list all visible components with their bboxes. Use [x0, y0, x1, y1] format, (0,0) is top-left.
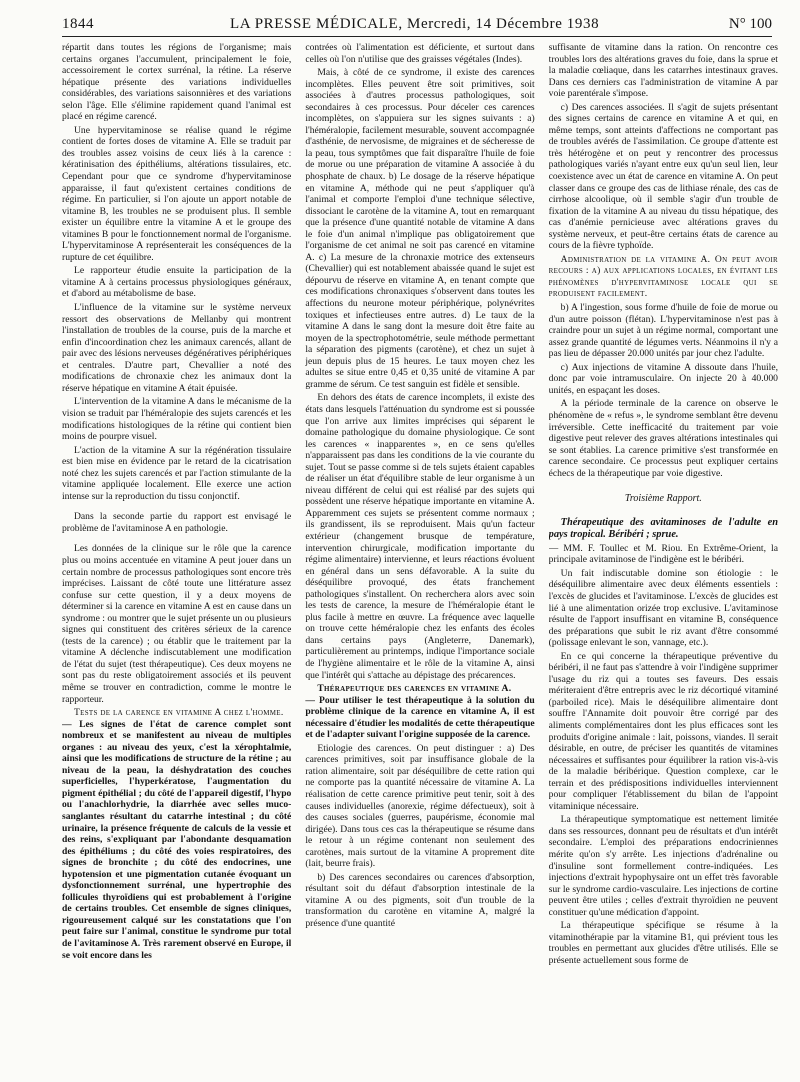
column-2 [305, 42, 534, 1072]
paragraph: Une hypervitaminose se réalise quand le régime contient de fortes doses de vitamine A. Elle se traduit par des troubles assez voisins de ceux liés à la carence : kératinisation des épithéliums, altérations tissulaires, etc. Cependant pour que ce syndrome d'hypervitaminose apparaisse, il faut qu'existent certaines conditions de régime. En particulier, si l'on ajoute un apport notable de vitamine B, les troubles ne se produisent plus. Il semble exister un équilibre entre la vitamine A et le groupe des vitamines B pour le fonctionnement normal de l'organisme. L'hypervitaminose A représenterait les conséquences de la rupture de cet équilibre. [62, 124, 292, 263]
column-3 [549, 42, 778, 1072]
paragraph: Dans la seconde partie du rapport est envisagé le problème de l'avitaminose A en pathologie. [62, 511, 292, 534]
paragraph: La thérapeutique symptomatique est nettement limitée dans ses ressources, donnant peu de résultats et d'un intérêt secondaire. L'emploi des préparations endocriniennes mérite qu'on s'y arrête. Les injections d'adrénaline ou d'insuline sont formellement contre-indiquées. Les injections d'extrait hypophysaire ont un effet très favorable sur le syndrome cardio-vasculaire. Les injections de cortine peuvent être utiles ; celles d'extrait thyroïdien ne peuvent constituer qu'une médication d'appoint. [548, 814, 778, 918]
paragraph: — Les signes de l'état de carence complet sont nombreux et se manifestent au niveau de multiples organes : au niveau des yeux, c'est la xérophtalmie, ainsi que les modifications de structure de la rétine ; au niveau de la peau, la déshydratation des couches superficielles, l'hyperkératose, l'augmentation du pigment épithélial ; du côté de l'appareil digestif, l'hypo ou l'anachlorhydrie, la diarrhée avec selles muco-sanglantes résultant du catarrhe intestinal ; du côté urinaire, la présence fréquente de calculs de la vessie et des reins, s'expliquant par l'abondante desquamation des épithéliums ; du côté des voies respiratoires, des signes de bronchite ; du côté des endocrines, une hypotension et une pigmentation cutanée évoquant un dysfonctionnement surrénal, une hypertrophie des follicules thyroïdiens qui est probablement à l'origine de certains troubles. Cet ensemble de signes cliniques, rigoureusement calqué sur les constatations que l'on peut faire sur l'animal, constitue le syndrome pur total de l'avitaminose A. Très rarement observé en Europe, il se voit encore dans les [62, 718, 292, 961]
header-journal-date: LA PRESSE MÉDICALE, Mercredi, 14 Décembre 1938 [230, 16, 600, 32]
header-year: 1844 [62, 16, 94, 32]
report-subtitle: Thérapeutique des avitaminoses de l'adulte en pays tropical. Béribéri ; sprue. [548, 516, 778, 540]
section-heading: Tests de la carence en vitamine A chez l'homme. [74, 707, 284, 719]
paragraph: suffisante de vitamine dans la ration. On rencontre ces troubles lors des altérations graves du foie, dans la sprue et la maladie cœliaque, dans les catarrhes intestinaux graves. Dans ces derniers cas l'administration de vitamine A par voie parentérale s'impose. [548, 42, 778, 100]
paragraph: b) A l'ingestion, sous forme d'huile de foie de morue ou d'un autre poisson (flétan). L'hypervitaminose n'est pas à craindre pour un sujet à un régime normal, comportant une assez grande quantité de légumes verts. Néanmoins il n'y a pas lieu de dépasser 20.000 unités par jour chez l'adulte. [548, 302, 778, 360]
paragraph: c) Des carences associées. Il s'agit de sujets présentant des signes certains de carence en vitamine A et qui, en même temps, sont atteints d'affections ne comportant pas de troubles avérés de l'assimilation. Ce groupe d'attente est très hétérogène et on peut y rencontrer des processus pathologiques variés n'ayant entre eux qu'un seul lien, leur coexistence avec un état de carence en vitamine A. On peut classer dans ce groupe des cas de lithiase rénale, des cas de cirrhose alcoolique, où il semble s'agir d'un trouble de fixation de la vitamine A au niveau du tissu hépatique, des cas d'anémie pernicieuse avec altérations graves du système nerveux, et peut-être certains états de carence au cours de la fièvre typhoïde. [548, 101, 778, 252]
text-columns [62, 42, 778, 1072]
paragraph: — MM. F. Toullec et M. Riou. En Extrême-Orient, la principale avitaminose de l'indigène est le béribéri. [548, 542, 778, 566]
paragraph: A la période terminale de la carence on observe le phénomène de « refus », le syndrome semblant être devenu irréversible. Cette inefficacité du traitement par voie digestive peut relever des graves altérations intestinales qui se sont établies. La carence primitive s'est transformée en carence secondaire. Ce processus peut expliquer certains échecs de la thérapeutique par voie digestive. [548, 398, 778, 479]
paragraph: L'influence de la vitamine sur le système nerveux ressort des observations de Mellanby qui montrent l'installation de troubles de la course, puis de la marche et enfin d'incoordination chez les animaux carencés, allant de pair avec des lésions nerveuses dégénératives périphériques et centrales. D'autre part, Chevallier a noté des modifications de chronaxie chez les animaux dont la réserve hépatique en vitamine A était épuisée. [62, 302, 292, 394]
paragraph: — Pour utiliser le test thérapeutique à la solution du problème clinique de la carence en vitamine A, il est nécessaire d'étudier les modalités de cette thérapeutique et de l'adapter suivant l'origine supposée de la carence. [305, 694, 535, 741]
section-heading: Thérapeutique des carences en vitamine A. [317, 683, 512, 695]
paragraph: L'intervention de la vitamine A dans le mécanisme de la vision se traduit par l'héméralopie des sujets carencés et les modifications histologiques de la rétine qui contient bien moins de pourpre visuel. [62, 396, 292, 443]
paragraph: Un fait indiscutable domine son étiologie : le déséquilibre alimentaire avec deux éléments essentiels : l'excès de glucides et l'avitaminose. L'excès de glucides est lié à une alimentation orizée trop exclusive. L'avitaminose résulte de l'apport insuffisant en vitamine B, conséquence des préparations que subit le riz avant d'être consommé (polissage enlevant le son, vannage, etc.). [548, 567, 778, 649]
paragraph: c) Aux injections de vitamine A dissoute dans l'huile, donc par voie intramusculaire. On injecte 20 à 40.000 unités, en espaçant les doses. [548, 361, 778, 396]
paragraph: L'action de la vitamine A sur la régénération tissulaire est bien mise en évidence par le retard de la cicatrisation noté chez les sujets carencés et par l'action stimulante de la vitamine appliquée localement. Elle exerce une action intense sur la reproduction du tissu conjonctif. [62, 444, 292, 502]
paragraph: Mais, à côté de ce syndrome, il existe des carences incomplètes. Elles peuvent être soit primitives, soit associées à d'autres processus pathologiques, soit secondaires à ces processus. Pour déceler ces carences incomplètes, on s'appuiera sur les signes suivants : a) l'héméralopie, facilement mesurable, souvent accompagnée d'asthénie, de nervosisme, de migraines et de sécheresse de la peau, tous symptômes que fait disparaître l'huile de foie de morue ou une préparation de vitamine A associée à du phosphate de chaux. b) Le dosage de la réserve hépatique en vitamine A, méthode qui ne peut s'appliquer qu'à l'animal et comporte l'emploi d'une technique sélective, dissociant le carotène de la vitamine A, tout en remarquant que la présence d'une quantité notable de vitamine A dans le foie d'un animal n'implique pas obligatoirement que l'organisme de cet animal ne soit pas carencé en vitamine A. c) La mesure de la chronaxie motrice des extenseurs (Chevallier) qui est notablement abaissée quand le sujet est dépourvu de réserve en vitamine A, en tenant compte que ces modifications chronaxiques s'observent dans toutes les affections du neurone moteur périphérique, polynévrites toxiques et infectieuses entre autres. d) Le taux de la vitamine A dans le sang dont la mesure doit être faite au moyen de la spectrophotométrie, seule méthode permettant la séparation des pigments (carotène), et chez un sujet à jeun depuis plus de 15 heures. Le taux moyen chez les adultes se situe entre 0,45 et 0,35 unité de vitamine A par gramme de sérum. Ce test sanguin est fidèle et sensible. [305, 67, 535, 390]
column-1 [62, 42, 291, 1072]
header-issue-number: N° 100 [728, 16, 772, 32]
report-title: Troisième Rapport. [624, 493, 702, 505]
paragraph: La thérapeutique spécifique se résume à la vitaminothérapie par la vitamine B1, qui prévient tous les troubles en permettant aux glucides d'être utilisés. Elle se présente actuellement sous forme de [548, 920, 778, 966]
paragraph: Administration de la vitamine A. On peut avoir recours : a) aux applications locales, en évitant les phénomènes d'hypervitaminose locale qui se produisent facilement. [548, 253, 778, 300]
paragraph: En ce qui concerne la thérapeutique préventive du béribéri, il ne faut pas s'attendre à voir l'indigène supprimer l'usage du riz qui a toutes ses faveurs. Des essais mériteraient d'être entrepris avec le riz décortiqué vitaminé (parboiled rice). Mais le déséquilibre alimentaire dont souffre l'Annamite doit pouvoir être corrigé par des aliments complémentaires dont les plus efficaces sont les produits d'origine animale : lait, poissons, viandes. Il serait désirable, en outre, de préciser les quantités de vitamines nécessaires et suffisantes pour équilibrer la ration vis-à-vis de la maladie béribérique. Question complexe, car le terrain et des prédispositions individuelles interviennent pour compliquer l'établissement du bilan de l'appoint vitaminique nécessaire. [548, 650, 778, 812]
paragraph: En dehors des états de carence incomplets, il existe des états dans lesquels l'atténuation du syndrome est si poussée que l'on arrive aux limites imprécises qui séparent le domaine pathologique du domaine physiologique. Ce sont les carences « inapparentes », en ce sens qu'elles n'apparaissent pas dans les conditions de la vie courante du sujet. Tout se passe comme si de tels sujets étaient capables de réaliser un état d'équilibre stable de leur organisme à un niveau différent de celui qui est réalisé par des sujets qui possèdent une réserve hépatique importante en vitamine A. Apparemment ces sujets se présentent comme normaux ; ils grandissent, ils se reproduisent. Mais qu'un facteur extérieur (changement brusque de température, intervention chirurgicale, modification importante du régime alimentaire) intervienne, et leurs réactions évoluent en général dans un sens défavorable. A la suite du déséquilibre provoqué, des états franchement pathologiques s'installent. On rechercherа alors avec soin les tests de carence, la mesure de l'héméralopie étant le plus facile à mettre en œuvre. La fréquence avec laquelle on trouve cette héméralopie chez les enfants des écoles dans certains pays (Angleterre, Danemark), particulièrement au printemps, indique l'importance sociale de l'hygiène alimentaire et le rôle de la vitamine A, ainsi que l'intérêt qui s'attache au dépistage des précarences. [305, 392, 535, 681]
paragraph: Le rapporteur étudie ensuite la participation de la vitamine A à certains processus physiologiques généraux, et d'abord au métabolisme de base. [62, 265, 292, 300]
page-header [62, 14, 772, 37]
paragraph: b) Des carences secondaires ou carences d'absorption, résultant soit du défaut d'absorption intestinale de la vitamine A ou des pigments, soit d'un trouble de la transformation du carotène en vitamine A, malgré la présence d'une quantité [305, 871, 535, 930]
paragraph: Les données de la clinique sur le rôle que la carence plus ou moins accentuée en vitamine A peut jouer dans un certain nombre de processus pathologiques sont encore très imprécises. Laissant de côté toute une littérature assez confuse sur cette question, il y a deux moyens de déterminer si la carence en vitamine A est en cause dans un syndrome : ou montrer que le sujet présente un ou plusieurs signes qui constituent des critères sérieux de la carence (tests de la carence) ; ou établir que le traitement par la vitamine A déclenche indiscutablement une modification de l'état du sujet (test thérapeutique). Ces deux moyens ne sont pas du reste obligatoirement associés et ils peuvent même se trouver en contradiction, comme le montre le rapporteur. [62, 543, 292, 705]
paragraph: contrées où l'alimentation est déficiente, et surtout dans celles où l'on n'utilise que des graisses végétales (Indes). [305, 42, 535, 65]
paragraph: Etiologie des carences. On peut distinguer : a) Des carences primitives, soit par insuffisance globale de la ration alimentaire, soit par déséquilibre de cette ration qui ne comporte pas la quantité nécessaire de vitamine A. La réalisation de cette carence primitive peut tenir, soit à des causes individuelles (anorexie, régime défectueux), soit à des causes sociales (guerres, paupérisme, économie mal dirigée). Dans tous ces cas la thérapeutique se résume dans le retour à un régime contenant non seulement des carotènes, mais surtout de la vitamine A proprement dite (lait, beurre frais). [305, 742, 535, 870]
paragraph: répartit dans toutes les régions de l'organisme; mais certains organes l'accumulent, principalement le foie, accessoirement le cortex surrénal, la rétine. La réserve hépatique présente des variations individuelles considérables, des variations saisonnières et des variations selon l'âge. Elle s'élimine rapidement quand l'animal est placé en régime carencé. [62, 42, 292, 123]
